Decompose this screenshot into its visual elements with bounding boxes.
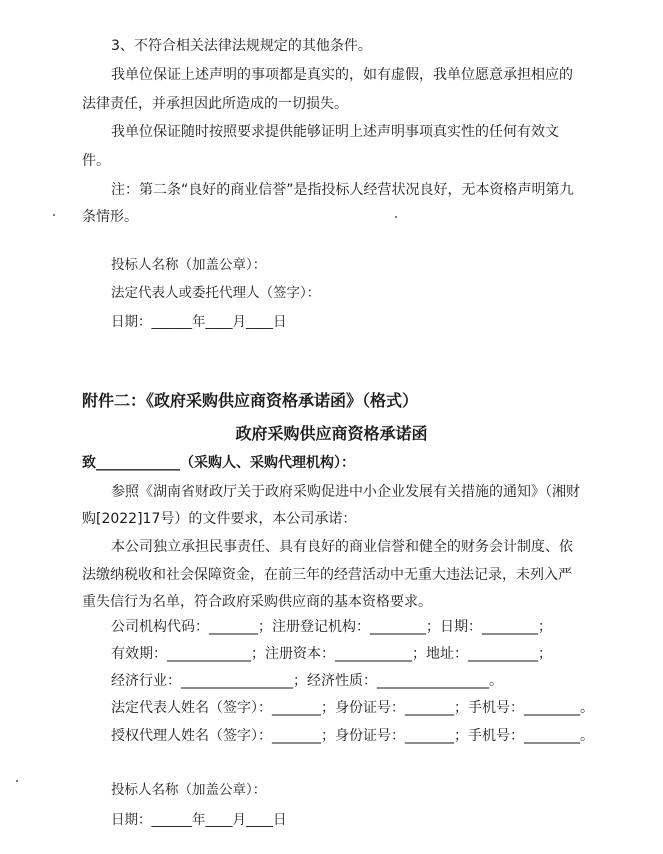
commitment-line-1: 本公司独立承担民事责任、具有良好的商业信誉和健全的财务会计制度、依 [111,539,573,555]
reference-line-2: 购[2022]17号）的文件要求，本公司承诺： [82,511,357,527]
proof-paragraph-line-1: 我单位保证随时按照要求提供能够证明上述声明事项真实性的任何有效文 [111,124,559,140]
legal-representative-signature-field: 法定代表人或委托代理人（签字）： [111,285,321,301]
annex-bidder-name-field: 投标人名称（加盖公章）： [111,782,267,798]
field-row-authorized-agent: 授权代理人姓名（签字）：_______；身份证号：_______；手机号：________。 [111,728,594,744]
commitment-line-2: 法缴纳税收和社会保障资金，在前三年的经营活动中无重大违法记录，未列入严 [82,567,572,583]
note-line-2: 条情形。 [82,209,138,225]
bidder-name-field: 投标人名称（加盖公章）： [111,257,267,273]
scan-speck [16,780,18,782]
guarantee-paragraph-line-2: 法律责任，并承担因此所造成的一切损失。 [82,96,348,112]
field-row-validity: 有效期：____________；注册资本：___________；地址：__________； [111,646,552,662]
proof-paragraph-line-2: 件。 [82,153,110,169]
field-row-legal-rep: 法定代表人姓名（签字）：_______；身份证号：_______；手机号：________。 [111,700,594,716]
commitment-letter-title: 政府采购供应商资格承诺函 [235,424,428,443]
scan-speck [395,216,397,218]
scan-speck [53,214,55,216]
commitment-line-3: 重失信行为名单，符合政府采购供应商的基本资格要求。 [82,594,432,610]
annex-date-field: 日期：______年____月____日 [111,812,287,828]
reference-line-1: 参照《湖南省财政厅关于政府采购促进中小企业发展有关措施的通知》（湘财 [111,484,580,500]
addressee-line: 致____________（采购人、采购代理机构）： [82,455,355,471]
field-row-economic: 经济行业：________________；经济性质：________________。 [111,673,503,689]
date-field: 日期：______年____月____日 [111,314,287,330]
annex-heading: 附件二：《政府采购供应商资格承诺函》（格式） [82,391,419,410]
note-line-1: 注：第二条“良好的商业信誉”是指投标人经营状况良好，无本资格声明第九 [111,182,574,198]
condition-item-3: 3、不符合相关法律法规规定的其他条件。 [111,38,372,54]
guarantee-paragraph-line-1: 我单位保证上述声明的事项都是真实的，如有虚假，我单位愿意承担相应的 [111,67,573,83]
field-row-org-code: 公司机构代码：_______；注册登记机构：________；日期：________； [111,619,552,635]
